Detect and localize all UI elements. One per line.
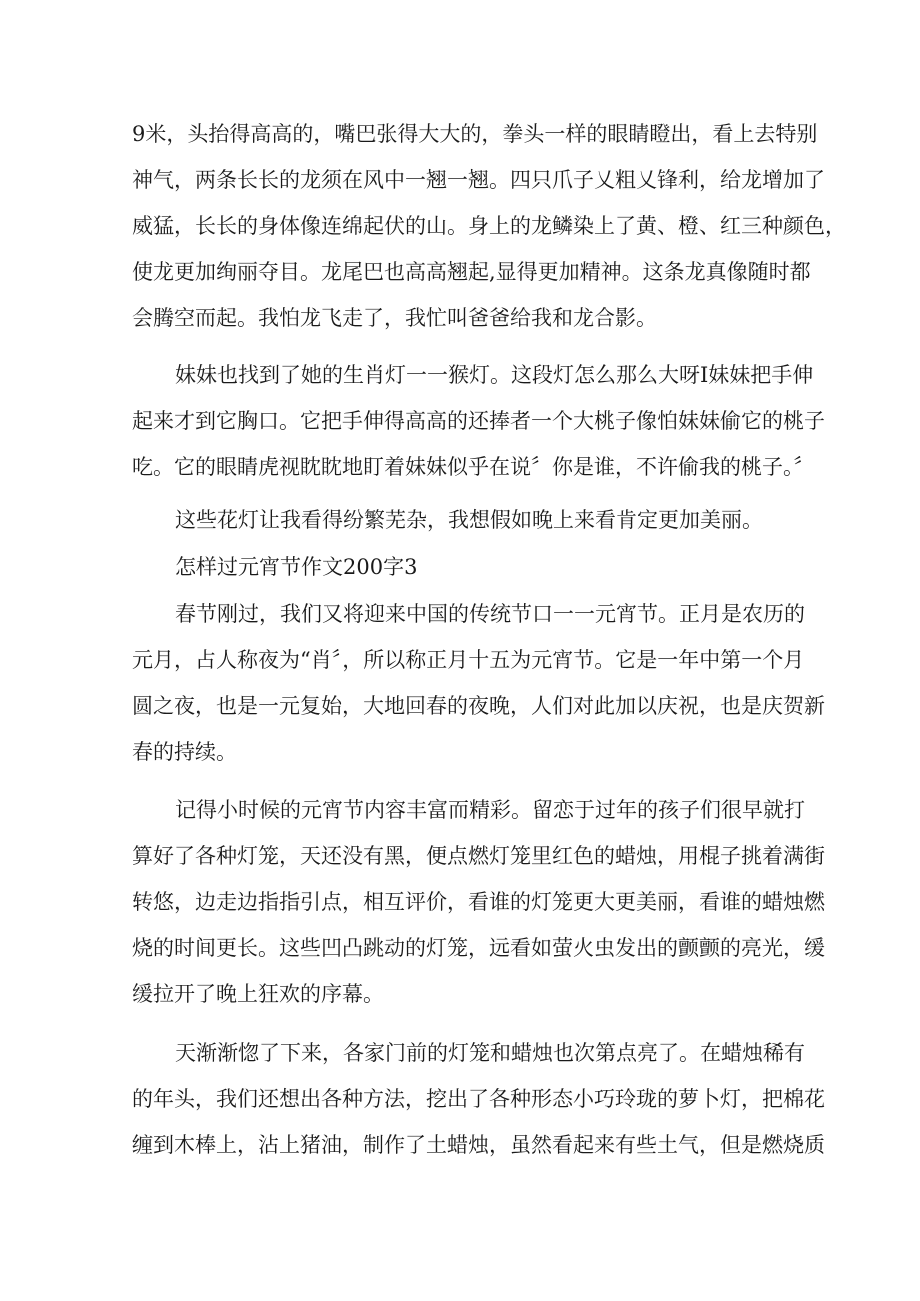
paragraph-line: 记得小时候的元宵节内容丰富而精彩。留恋于过年的孩子们很早就打 (175, 798, 805, 822)
paragraph-line: 吃。它的眼睛虎视眈眈地盯着妹妹似乎在说〞你是谁，不许偷我的桃子。〞 (132, 455, 815, 479)
paragraph-line: 使龙更加绚丽夺目。龙尾巴也高高翘起,显得更加精神。这条龙真像随时都 (132, 260, 811, 284)
paragraph-line: 神气，两条长长的龙须在风中一翘一翘。四只爪子乂粗乂锋利，给龙增加了 (132, 168, 825, 192)
paragraph-line: 天渐渐惚了下来，各家门前的灯笼和蜡烛也次第点亮了。在蜡烛稀有 (175, 1041, 805, 1065)
paragraph-line: 算好了各种灯笼，天还没有黑，便点燃灯笼里红色的蜡烛，用棍子挑着满街 (132, 844, 825, 868)
section-heading: 怎样过元宵节作文200字3 (175, 555, 418, 579)
paragraph-line: 圆之夜，也是一元复始，大地回春的夜晚，人们对此加以庆祝，也是庆贺新 (132, 694, 825, 718)
paragraph-line: 妹妹也找到了她的生肖灯一一猴灯。这段灯怎么那么大呀I妹妹把手伸 (175, 363, 814, 387)
paragraph-line: 春的持续。 (132, 740, 237, 764)
paragraph-line: 的年头，我们还想出各种方法，挖出了各种形态小巧玲珑的萝卜灯，把棉花 (132, 1087, 825, 1111)
paragraph-line: 这些花灯让我看得纷繁芜杂，我想假如晚上来看肯定更加美丽。 (175, 508, 763, 532)
paragraph-line: 转悠，边走边指指引点，相互评价，看谁的灯笼更大更美丽，看谁的蜡烛燃 (132, 890, 825, 914)
paragraph-line: 威猛，长长的身体像连绵起伏的山。身上的龙鳞染上了黄、橙、红三种颜色， (132, 214, 846, 238)
paragraph-line: 会腾空而起。我怕龙飞走了，我忙叫爸爸给我和龙合影。 (132, 306, 657, 330)
paragraph-line: 起来才到它胸口。它把手伸得高高的还捧者一个大桃子像怕妹妹偷它的桃子 (132, 409, 825, 433)
paragraph-line: 缓拉开了晚上狂欢的序幕。 (132, 982, 384, 1006)
paragraph-line: 春节刚过，我们又将迎来中国的传统节口一一元宵节。正月是农历的 (175, 602, 805, 626)
paragraph-line: 9米，头抬得高高的，嘴巴张得大大的，拳头一样的眼睛瞪出，看上去特别 (132, 122, 818, 146)
paragraph-line: 缠到木棒上，沾上猪油，制作了土蜡烛，虽然看起来有些土气，但是燃烧质 (132, 1133, 825, 1157)
paragraph-line: 烧的时间更长。这些凹凸跳动的灯笼，远看如萤火虫发出的颤颤的亮光，缓 (132, 936, 825, 960)
paragraph-line: 元月，占人称夜为“肖〞，所以称正月十五为元宵节。它是一年中第一个月 (132, 648, 805, 672)
